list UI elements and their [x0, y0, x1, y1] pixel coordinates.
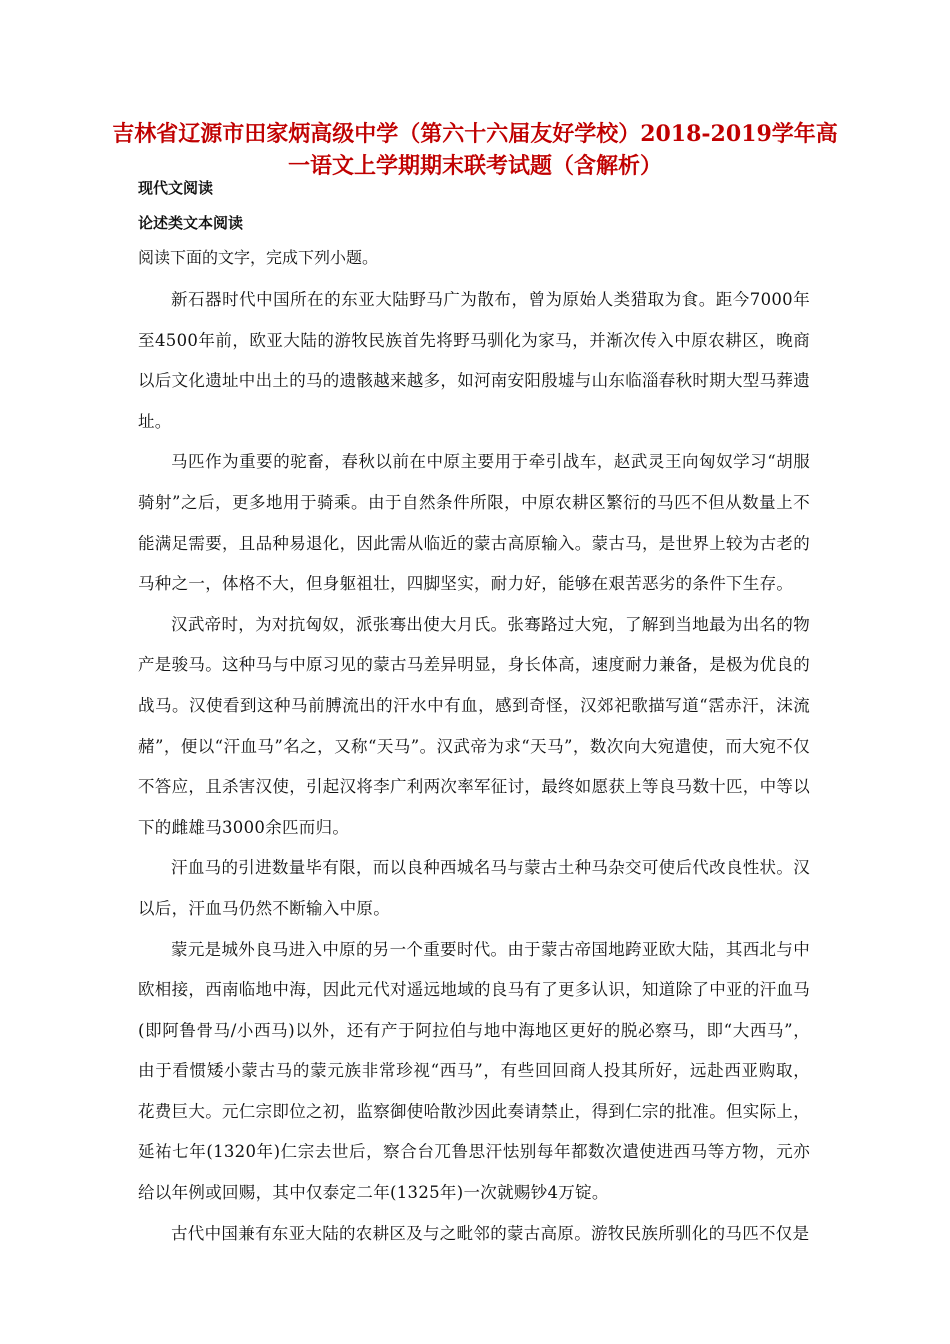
paragraph: 蒙元是城外良马进入中原的另一个重要时代。由于蒙古帝国地跨亚欧大陆，其西北与中欧相接，西南临地中海，因此元代对遥远地域的良马有了更多认识，知道除了中亚的汗血马(即阿鲁骨马/小西马)以外，还有产于阿拉伯与地中海地区更好的脱必察马，即“大西马”，由于看惯矮小蒙古马的蒙元族非常珍视“西马”，有些回回商人投其所好，远赴西亚购取，花费巨大。元仁宗即位之初，监察御使哈散沙因此奏请禁止，得到仁宗的批准。但实际上，延祐七年(1320年)仁宗去世后，察合台兀鲁思汗怯别每年都数次遣使进西马等方物，元亦给以年例或回赐，其中仅泰定二年(1325年)一次就赐钞4万锭。	[138, 939, 810, 1203]
article-body	[138, 280, 810, 1254]
document-title: 吉林省辽源市田家炳高级中学（第六十六届友好学校）2018-2019学年高一语文上学期期末联考试题（含解析）	[112, 121, 838, 179]
instruction-text: 阅读下面的文字，完成下列小题。	[138, 248, 379, 267]
section-heading-argumentative-reading: 论述类文本阅读	[138, 214, 244, 232]
paragraph: 汉武帝时，为对抗匈奴，派张骞出使大月氏。张骞路过大宛，了解到当地最为出名的物产是骏马。这种马与中原习见的蒙古马差异明显，身长体高，速度耐力兼备，是极为优良的战马。汉使看到这种马前膊流出的汗水中有血，感到奇怪，汉郊祀歌描写道“霑赤汗，沫流赭”，便以“汗血马”名之，又称“天马”。汉武帝为求“天马”，数次向大宛遣使，而大宛不仅不答应，且杀害汉使，引起汉将李广利两次率军征讨，最终如愿获上等良马数十匹，中等以下的雌雄马3000余匹而归。	[138, 614, 810, 837]
paragraph: 新石器时代中国所在的东亚大陆野马广为散布，曾为原始人类猎取为食。距今7000年至4500年前，欧亚大陆的游牧民族首先将野马驯化为家马，并渐次传入中原农耕区，晚商以后文化遗址中出土的马的遗骸越来越多，如河南安阳殷墟与山东临淄春秋时期大型马葬遗址。	[138, 290, 810, 431]
section-heading-modern-reading: 现代文阅读	[138, 179, 214, 197]
paragraph: 古代中国兼有东亚大陆的农耕区及与之毗邻的蒙古高原。游牧民族所驯化的马匹不仅是	[171, 1223, 810, 1243]
paragraph: 汗血马的引进数量毕有限，而以良种西城名马与蒙古土种马杂交可使后代改良性状。汉以后，汗血马仍然不断输入中原。	[138, 858, 810, 918]
paragraph: 马匹作为重要的驼畜，春秋以前在中原主要用于牵引战车，赵武灵王向匈奴学习“胡服骑射”之后，更多地用于骑乘。由于自然条件所限，中原农耕区繁衍的马匹不但从数量上不能满足需要，且品种易退化，因此需从临近的蒙古高原输入。蒙古马，是世界上较为古老的马种之一，体格不大，但身躯祖壮，四脚坚实，耐力好，能够在艰苦恶劣的条件下生存。	[138, 452, 810, 594]
